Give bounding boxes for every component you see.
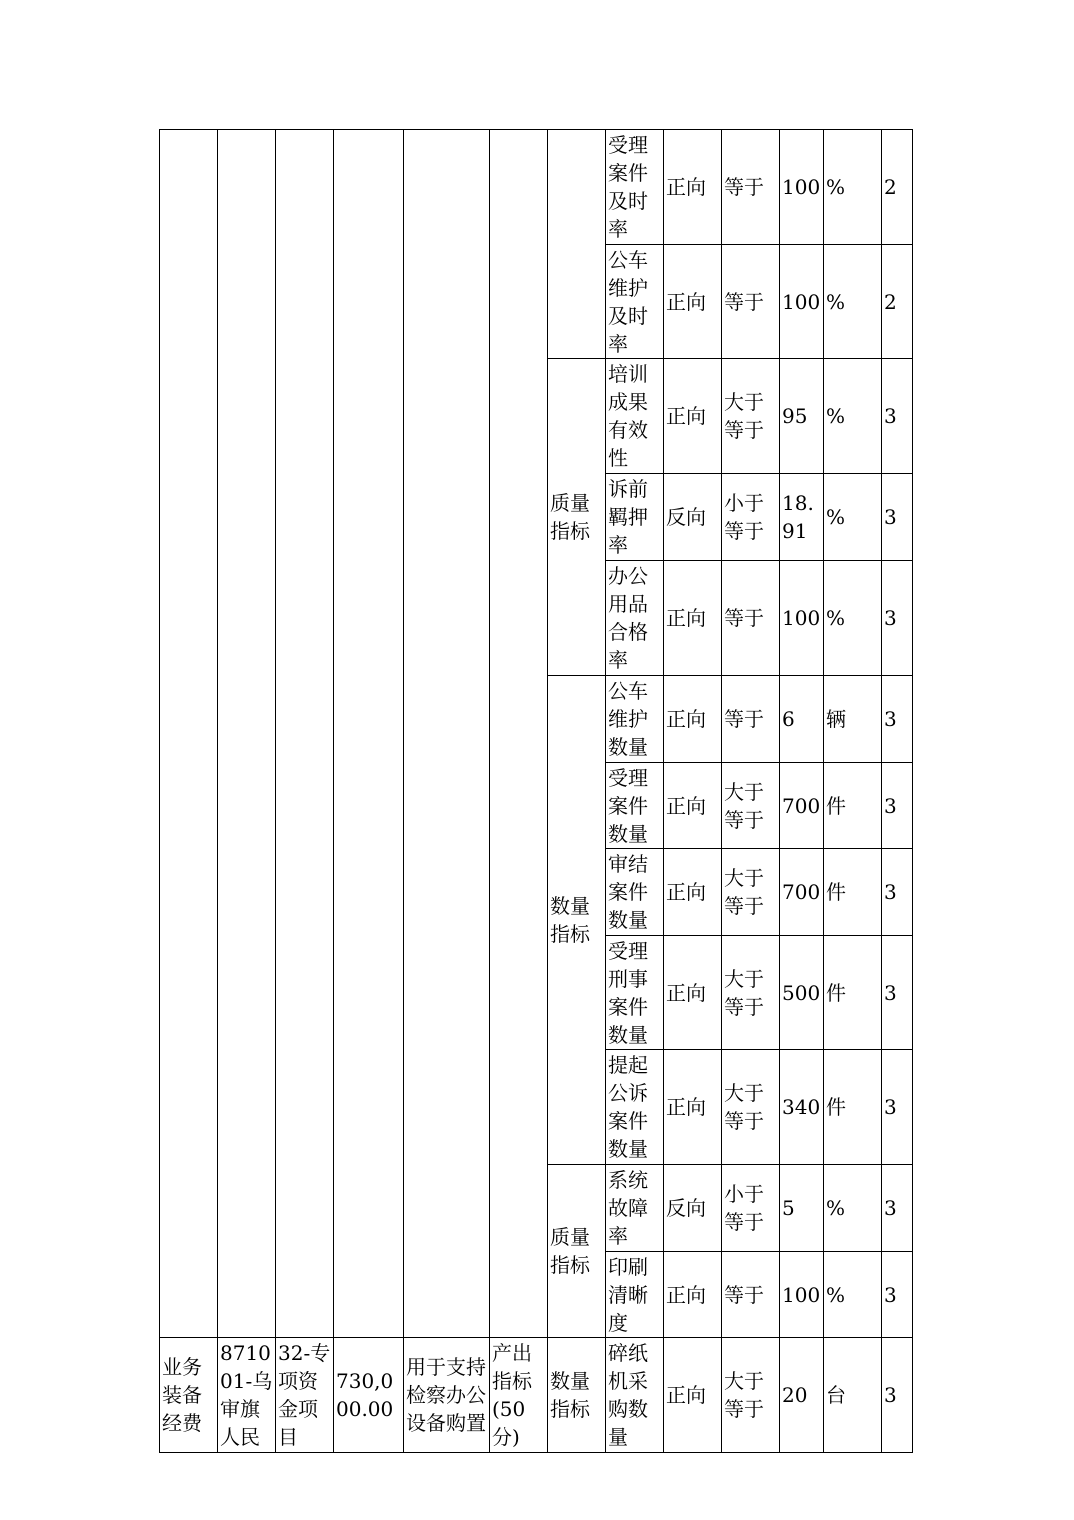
indicator-relation: 小于等于 [722, 1165, 780, 1252]
indicator-name: 公车维护数量 [606, 676, 664, 763]
level2-cell-continued [548, 130, 606, 359]
indicator-score: 3 [882, 1050, 913, 1165]
indicator-name: 培训成果有效性 [606, 359, 664, 474]
type-cell-continued [276, 130, 334, 1338]
performance-indicator-table [159, 129, 913, 1453]
indicator-unit: % [824, 130, 882, 245]
indicator-relation: 大于等于 [722, 359, 780, 474]
indicator-direction: 正向 [664, 936, 722, 1050]
category-quality: 质量指标 [548, 359, 606, 676]
indicator-name: 碎纸机采购数量 [606, 1338, 664, 1453]
indicator-value: 95 [780, 359, 824, 474]
indicator-relation: 大于等于 [722, 849, 780, 936]
unit-cell-continued [218, 130, 276, 1338]
indicator-value: 340 [780, 1050, 824, 1165]
indicator-direction: 反向 [664, 1165, 722, 1252]
unit-code: 871001-乌审旗人民 [218, 1338, 276, 1453]
indicator-unit: 件 [824, 849, 882, 936]
indicator-unit: % [824, 1252, 882, 1338]
indicator-relation: 等于 [722, 676, 780, 763]
table-row [160, 1338, 913, 1453]
indicator-name: 受理案件及时率 [606, 130, 664, 245]
indicator-name: 审结案件数量 [606, 849, 664, 936]
indicator-score: 3 [882, 763, 913, 849]
indicator-direction: 反向 [664, 474, 722, 561]
project-amount: 730,000.00 [334, 1338, 404, 1453]
indicator-direction: 正向 [664, 1338, 722, 1453]
indicator-value: 100 [780, 1252, 824, 1338]
level1-indicator: 产出指标(50分) [490, 1338, 548, 1453]
indicator-direction: 正向 [664, 359, 722, 474]
indicator-relation: 大于等于 [722, 1338, 780, 1453]
indicator-score: 3 [882, 849, 913, 936]
indicator-value: 100 [780, 130, 824, 245]
indicator-value: 18.91 [780, 474, 824, 561]
indicator-score: 3 [882, 1338, 913, 1453]
indicator-unit: 件 [824, 936, 882, 1050]
indicator-score: 3 [882, 1252, 913, 1338]
indicator-score: 3 [882, 474, 913, 561]
indicator-value: 700 [780, 763, 824, 849]
indicator-score: 2 [882, 130, 913, 245]
indicator-relation: 等于 [722, 1252, 780, 1338]
indicator-direction: 正向 [664, 849, 722, 936]
indicator-unit: % [824, 561, 882, 676]
indicator-name: 受理刑事案件数量 [606, 936, 664, 1050]
indicator-value: 6 [780, 676, 824, 763]
indicator-direction: 正向 [664, 763, 722, 849]
indicator-relation: 大于等于 [722, 1050, 780, 1165]
indicator-direction: 正向 [664, 676, 722, 763]
table-row [160, 130, 913, 245]
indicator-score: 3 [882, 1165, 913, 1252]
indicator-relation: 小于等于 [722, 474, 780, 561]
indicator-score: 3 [882, 359, 913, 474]
indicator-relation: 大于等于 [722, 936, 780, 1050]
amount-cell-continued [334, 130, 404, 1338]
indicator-direction: 正向 [664, 561, 722, 676]
category-quality: 质量指标 [548, 1165, 606, 1338]
level1-cell-continued [490, 130, 548, 1338]
indicator-value: 20 [780, 1338, 824, 1453]
indicator-value: 500 [780, 936, 824, 1050]
project-purpose: 用于支持检察办公设备购置 [404, 1338, 490, 1453]
indicator-value: 5 [780, 1165, 824, 1252]
purpose-cell-continued [404, 130, 490, 1338]
indicator-name: 受理案件数量 [606, 763, 664, 849]
indicator-unit: 件 [824, 763, 882, 849]
indicator-direction: 正向 [664, 245, 722, 359]
indicator-score: 3 [882, 676, 913, 763]
indicator-name: 办公用品合格率 [606, 561, 664, 676]
indicator-unit: % [824, 474, 882, 561]
indicator-direction: 正向 [664, 1050, 722, 1165]
indicator-unit: % [824, 245, 882, 359]
indicator-relation: 等于 [722, 561, 780, 676]
indicator-name: 诉前羁押率 [606, 474, 664, 561]
indicator-relation: 大于等于 [722, 763, 780, 849]
project-cell-continued [160, 130, 218, 1338]
project-type: 32-专项资金项目 [276, 1338, 334, 1453]
indicator-score: 3 [882, 936, 913, 1050]
indicator-name: 提起公诉案件数量 [606, 1050, 664, 1165]
indicator-score: 2 [882, 245, 913, 359]
indicator-score: 3 [882, 561, 913, 676]
level2-indicator: 数量指标 [548, 1338, 606, 1453]
indicator-relation: 等于 [722, 245, 780, 359]
indicator-direction: 正向 [664, 1252, 722, 1338]
project-name: 业务装备经费 [160, 1338, 218, 1453]
indicator-value: 100 [780, 561, 824, 676]
category-quantity: 数量指标 [548, 676, 606, 1165]
indicator-value: 700 [780, 849, 824, 936]
indicator-unit: 辆 [824, 676, 882, 763]
indicator-unit: 台 [824, 1338, 882, 1453]
indicator-unit: 件 [824, 1050, 882, 1165]
indicator-unit: % [824, 359, 882, 474]
indicator-name: 系统故障率 [606, 1165, 664, 1252]
indicator-name: 公车维护及时率 [606, 245, 664, 359]
indicator-unit: % [824, 1165, 882, 1252]
indicator-value: 100 [780, 245, 824, 359]
indicator-relation: 等于 [722, 130, 780, 245]
indicator-name: 印刷清晰度 [606, 1252, 664, 1338]
indicator-direction: 正向 [664, 130, 722, 245]
